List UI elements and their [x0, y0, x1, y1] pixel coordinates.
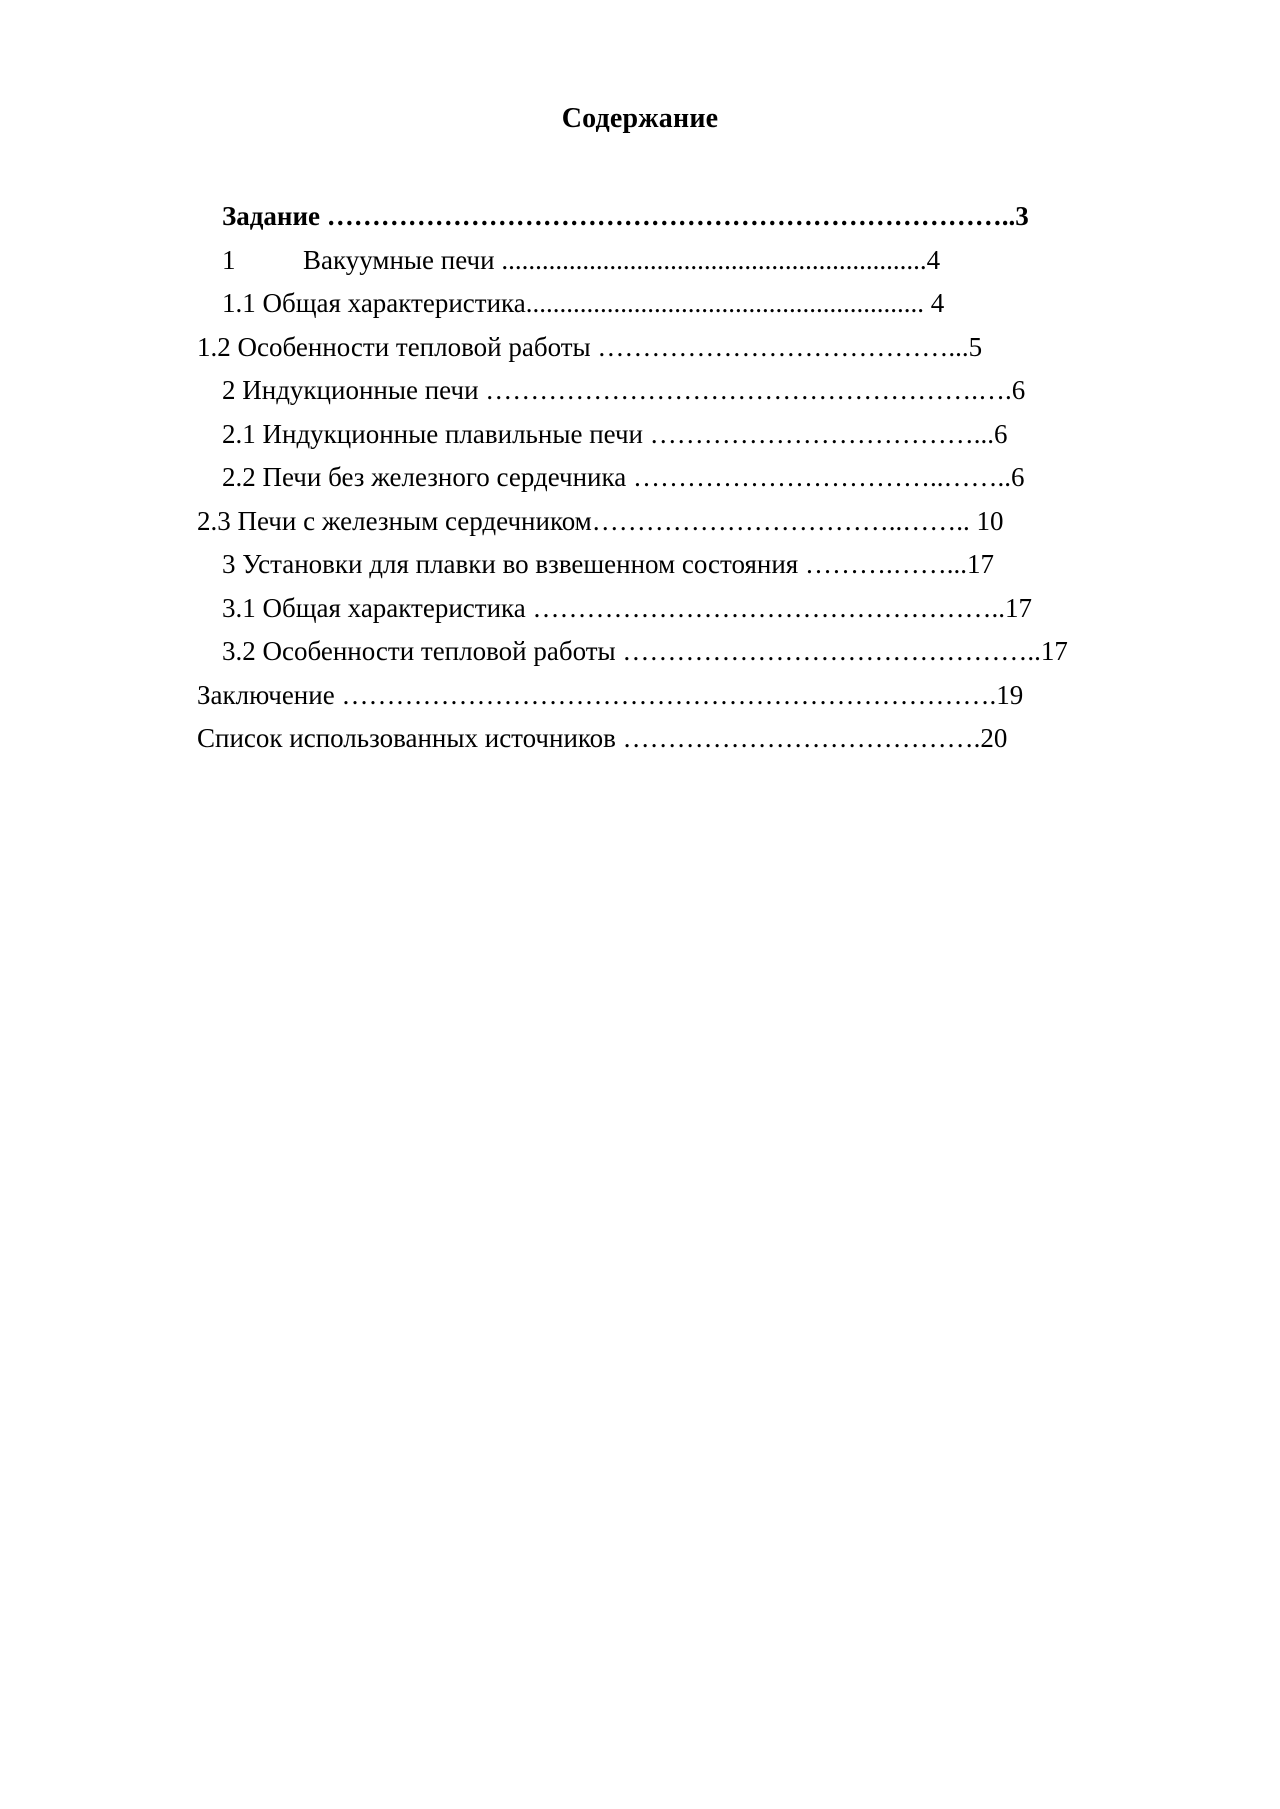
toc-entry: 2 Индукционные печи ……………………………………………….….6	[222, 375, 1026, 405]
toc-entry: 2.1 Индукционные плавильные печи ………………………………...6	[222, 418, 1008, 449]
toc-entry: Заключение ……………………………………………………………….19	[197, 679, 1024, 710]
page-title: Содержание	[561, 103, 719, 134]
toc-entry: 2.3 Печи с железным сердечником……………………………..…….. 10	[197, 505, 1004, 536]
toc-entry: 3 Установки для плавки во взвешенном состояния ……….……...17	[222, 549, 994, 579]
toc-entry: 1 Вакуумные печи ...............................................................4	[222, 244, 941, 275]
toc-entry: 3.2 Особенности тепловой работы ………………………………………..17	[222, 636, 1068, 666]
toc-entry: 3.1 Общая характеристика ……………………………………………..17	[222, 592, 1032, 623]
toc-entry: Список использованных источников ………………………………….20	[197, 723, 1008, 753]
toc-entry: 1.1 Общая характеристика........................................................... 4	[222, 288, 945, 318]
toc-entry: Задание …………………………………………………………………..3	[222, 201, 1029, 231]
toc-entry: 2.2 Печи без железного сердечника ……………………………..……..6	[222, 462, 1025, 492]
table-of-contents	[0, 195, 1280, 761]
toc-entry: 1.2 Особенности тепловой работы …………………………………...5	[197, 331, 983, 362]
